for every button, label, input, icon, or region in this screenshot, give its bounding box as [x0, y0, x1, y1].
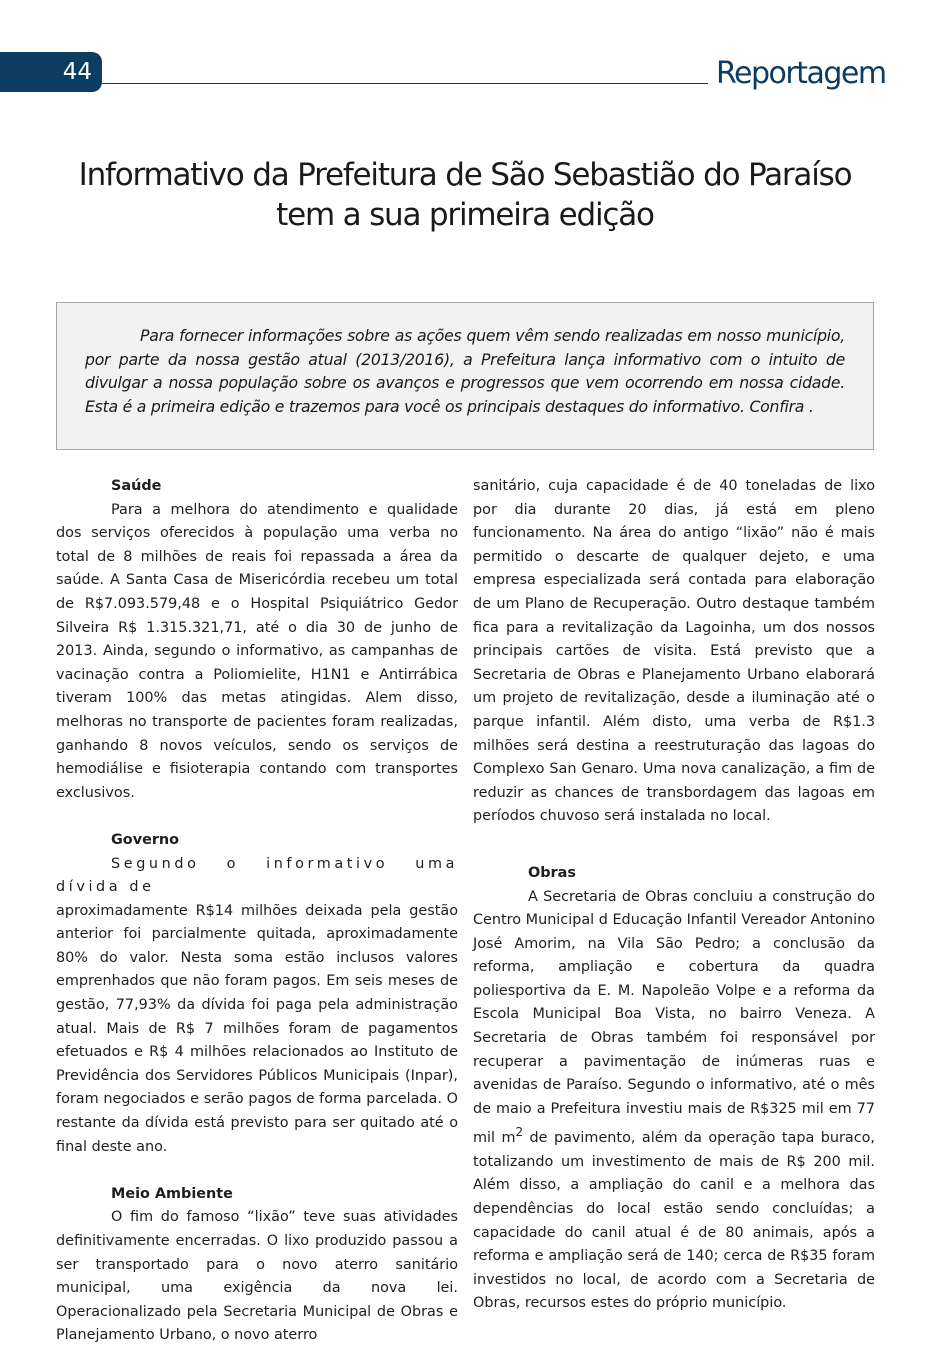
article-title-line-1: Informativo da Prefeitura de São Sebastião do Paraíso	[78, 157, 852, 193]
meio-ambiente-body-right: sanitário, cuja capacidade é de 40 toneladas de lixo por dia durante 20 dias, já está em pleno funcionamento. Na área do antigo “lixão” não é mais permitido o descarte de qualquer dejeto, e uma empresa especializada será contada para elaboração de um Plano de Recuperação. Outro destaque também fica para a revitalização da Lagoinha, um dos nossos principais cartões de visita. Está previsto que a Secretaria de Obras e Planejamento Urbano elaborará um projeto de revitalização, desde a iluminação até o parque infantil. Além disto, uma verba de R$1.3 milhões será destina a reestruturação das lagoas do Complexo San Genaro. Uma nova canalização, a fim de reduzir as chances de transbordagem das lagoas em períodos chuvoso será instalada no local.	[473, 478, 875, 825]
meio-ambiente-body-left: O fim do famoso “lixão” teve suas atividades definitivamente encerradas. O lixo produzido passou a ser transportado para o novo aterro sanitário municipal, uma exigência da nova lei. Operacionalizado pela Secretaria Municipal de Obras e Planejamento Urbano, o novo aterro	[56, 1209, 458, 1344]
obras-body-part-2: de pavimento, além da operação tapa buraco, totalizando um investimento de mais de R$ 200 mil. Além disso, a ampliação do canil e a melhora das dependências do local estão sendo concluídas; a capacidade do canil atual é de 80 animais, após a reforma e ampliação será de 140; cerca de R$35 foram investidos no local, de acordo com a Secretaria de Obras, recursos estes do próprio município.	[473, 1130, 876, 1312]
header-rule	[102, 83, 708, 84]
left-column	[56, 475, 458, 1348]
obras-body	[473, 886, 875, 1316]
section-label: Reportagem	[716, 56, 886, 91]
obras-body-part-1: A Secretaria de Obras concluiu a construção do Centro Municipal d Educação Infantil Vereador Antonino José Amorim, na Vila São Pedro; a conclusão da reforma, ampliação e cobertura da quadra poliesportiva da E. M. Napoleão Volpe e a reforma da Escola Municipal Boa Vista, no bairro Veneza. A Secretaria de Obras também foi responsável por recuperar a pavimentação de inúmeras ruas e avenidas de Paraíso. Segundo o informativo, até o mês de maio a Prefeitura investiu mais de R$325 mil em 77 mil m	[473, 888, 875, 1147]
section-spacer	[473, 829, 875, 862]
article-title	[60, 155, 870, 235]
right-column	[473, 475, 875, 1316]
meio-ambiente-heading: Meio Ambiente	[111, 1185, 233, 1202]
governo-body: aproximadamente R$14 milhões deixada pela gestão anterior foi parcialmente quitada, aproximadamente 80% do valor. Nesta soma estão inclusos valores emprenhados que não foram pagos. Em seis meses de gestão, 77,93% da dívida foi paga pela administração atual. Mais de R$ 7 milhões foram de pagamentos efetuados e R$ 4 milhões relacionados ao Instituto de Previdência dos Servidores Públicos Municipais (Inpar), foram negociados e serão pagos de forma parcelada. O restante da dívida está previsto para ser quitado até o final deste ano.	[56, 902, 458, 1155]
saude-body: Para a melhora do atendimento e qualidade dos serviços oferecidos à população uma verba no total de 8 milhões de reais foi repassada a área da saúde. A Santa Casa de Misericórdia recebeu um total de R$7.093.579,48 e o Hospital Psiquiátrico Gedor Silveira R$ 1.315.321,71, até o dia 30 de junho de 2013. Ainda, segundo o informativo, as campanhas de vacinação contra a Poliomielite, H1N1 e Antirrábica tiveram 100% das metas atingidas. Alem disso, melhoras no transporte de pacientes foram realizadas, ganhando 8 novos veículos, sendo os serviços de hemodiálise e fisioterapia contando com transportes exclusivos.	[56, 501, 458, 801]
article-title-line-2: tem a sua primeira edição	[276, 197, 654, 233]
intro-box	[56, 302, 874, 450]
obras-heading: Obras	[528, 864, 576, 881]
saude-heading: Saúde	[111, 478, 162, 494]
governo-body-lead: Segundo o informativo uma dívida de	[56, 855, 458, 896]
intro-text: Para fornecer informações sobre as ações quem vêm sendo realizadas em nosso município, por parte da nossa gestão atual (2013/2016), a Prefeitura lança informativo com o intuito de divulgar a nossa população sobre os avanços e progressos que vem ocorrendo em nossa cidade. Esta é a primeira edição e trazemos para você os principais destaques do informativo. Confira .	[85, 326, 845, 416]
governo-heading: Governo	[111, 831, 180, 848]
section-spacer	[56, 805, 458, 829]
section-spacer	[56, 1159, 458, 1183]
obras-superscript: 2	[515, 1125, 524, 1140]
page-number: 44	[62, 59, 92, 85]
